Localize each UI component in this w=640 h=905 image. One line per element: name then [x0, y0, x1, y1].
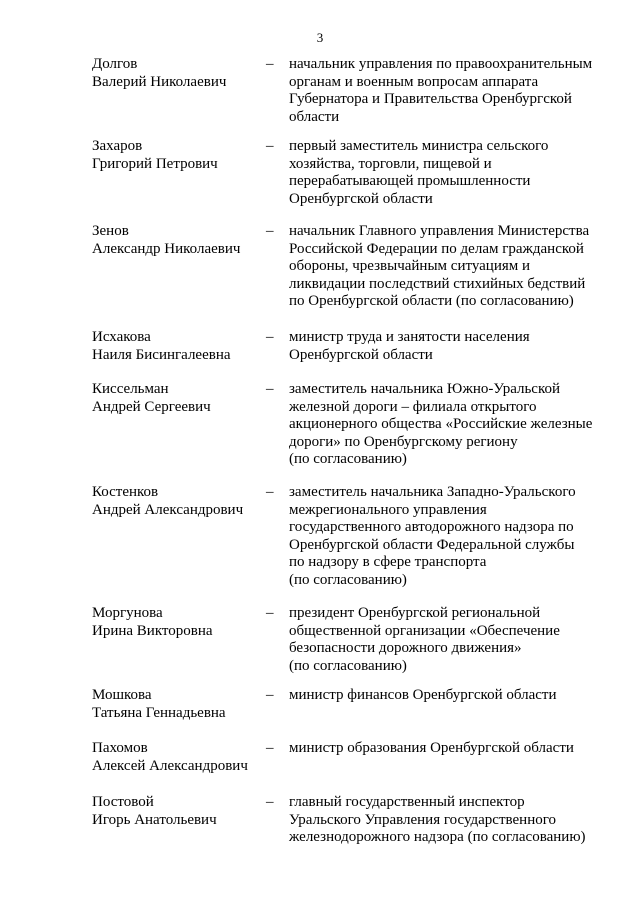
member-surname: Захаров: [92, 138, 143, 154]
member-given-names: Ирина Викторовна: [92, 622, 213, 639]
member-role-line: области: [289, 108, 340, 125]
member-role-line: железной дороги – филиала открытого: [289, 398, 537, 415]
member-role-line: безопасности дорожного движения»: [289, 640, 522, 657]
member-role: [289, 740, 609, 758]
page-number: 3: [316, 30, 324, 45]
member-role-line: по Оренбургской области (по согласованию): [289, 293, 574, 310]
member-role-line: первый заместитель министра сельского: [289, 138, 549, 154]
member-role: [289, 223, 609, 311]
member-surname: Долгов: [92, 56, 138, 72]
member-role-line: государственного автодорожного надзора по: [289, 519, 574, 536]
member-role-line: Российской Федерации по делам гражданской: [289, 240, 584, 257]
member-role-line: министр финансов Оренбургской области: [289, 687, 557, 703]
member-dash: –: [266, 56, 274, 72]
member-given-names: Григорий Петрович: [92, 155, 218, 172]
member-role-line: обороны, чрезвычайным ситуациям и: [289, 258, 531, 275]
member-role-line: (по согласованию): [289, 451, 407, 468]
member-role: [289, 484, 609, 590]
member-role-line: Губернатора и Правительства Оренбургской: [289, 91, 572, 108]
member-dash: –: [266, 687, 274, 703]
member-name: [92, 740, 264, 775]
member-dash: –: [266, 329, 274, 345]
member-role: [289, 687, 609, 705]
member-given-names: Игорь Анатольевич: [92, 811, 217, 828]
member-role-line: по надзору в сфере транспорта: [289, 554, 487, 571]
member-surname: Мошкова: [92, 687, 152, 703]
member-role-line: органам и военным вопросам аппарата: [289, 73, 539, 90]
member-dash: –: [266, 794, 274, 810]
member-surname: Моргунова: [92, 605, 163, 621]
member-role-line: главный государственный инспектор: [289, 794, 525, 810]
member-given-names: Алексей Александрович: [92, 757, 248, 774]
member-role-line: Уральского Управления государственного: [289, 811, 557, 828]
member-given-names: Наиля Бисингалеевна: [92, 346, 231, 363]
member-role-line: (по согласованию): [289, 657, 407, 674]
member-role-line: (по согласованию): [289, 571, 407, 588]
member-role-line: начальник управления по правоохранительным: [289, 56, 593, 72]
member-given-names: Татьяна Геннадьевна: [92, 704, 226, 721]
member-dash: –: [266, 223, 274, 239]
member-role-line: железнодорожного надзора (по согласованию): [289, 829, 586, 846]
member-role-line: Оренбургской области: [289, 346, 433, 363]
member-given-names: Валерий Николаевич: [92, 73, 227, 90]
member-given-names: Андрей Александрович: [92, 501, 244, 518]
member-given-names: Александр Николаевич: [92, 240, 241, 257]
member-given-names: Андрей Сергеевич: [92, 398, 211, 415]
member-role-line: заместитель начальника Южно-Уральской: [289, 381, 561, 397]
member-surname: Исхакова: [92, 329, 151, 345]
member-role-line: общественной организации «Обеспечение: [289, 622, 560, 639]
member-dash: –: [266, 138, 274, 154]
member-name: [92, 381, 264, 416]
member-dash: –: [266, 740, 274, 756]
member-role-line: начальник Главного управления Министерства: [289, 223, 590, 239]
member-surname: Постовой: [92, 794, 154, 810]
member-role-line: межрегионального управления: [289, 501, 487, 518]
member-dash: –: [266, 605, 274, 621]
member-role-line: хозяйства, торговли, пищевой и: [289, 155, 492, 172]
member-dash: –: [266, 484, 274, 500]
member-role-line: дороги» по Оренбургскому региону: [289, 433, 518, 450]
member-role: [289, 381, 609, 469]
member-name: [92, 794, 264, 829]
member-role-line: акционерного общества «Российские железные: [289, 416, 593, 433]
member-role-line: министр труда и занятости населения: [289, 329, 530, 345]
member-dash: –: [266, 381, 274, 397]
member-surname: Зенов: [92, 223, 129, 239]
member-surname: Пахомов: [92, 740, 148, 756]
member-role-line: Оренбургской области: [289, 190, 433, 207]
member-role-line: Оренбургской области Федеральной службы: [289, 536, 575, 553]
member-role-line: ликвидации последствий стихийных бедствий: [289, 275, 586, 292]
member-role-line: заместитель начальника Западно-Уральского: [289, 484, 576, 500]
member-role-line: перерабатывающей промышленности: [289, 173, 531, 190]
member-name: [92, 223, 264, 258]
member-role: [289, 138, 609, 208]
member-role-line: президент Оренбургской региональной: [289, 605, 541, 621]
member-surname: Киссельман: [92, 381, 169, 397]
member-name: [92, 138, 264, 173]
member-role: [289, 329, 609, 364]
member-name: [92, 605, 264, 640]
member-name: [92, 687, 264, 722]
member-role: [289, 605, 609, 675]
member-role: [289, 56, 609, 126]
member-name: [92, 329, 264, 364]
member-name: [92, 484, 264, 519]
member-role: [289, 794, 609, 847]
member-role-line: министр образования Оренбургской области: [289, 740, 574, 756]
member-surname: Костенков: [92, 484, 159, 500]
member-name: [92, 56, 264, 91]
